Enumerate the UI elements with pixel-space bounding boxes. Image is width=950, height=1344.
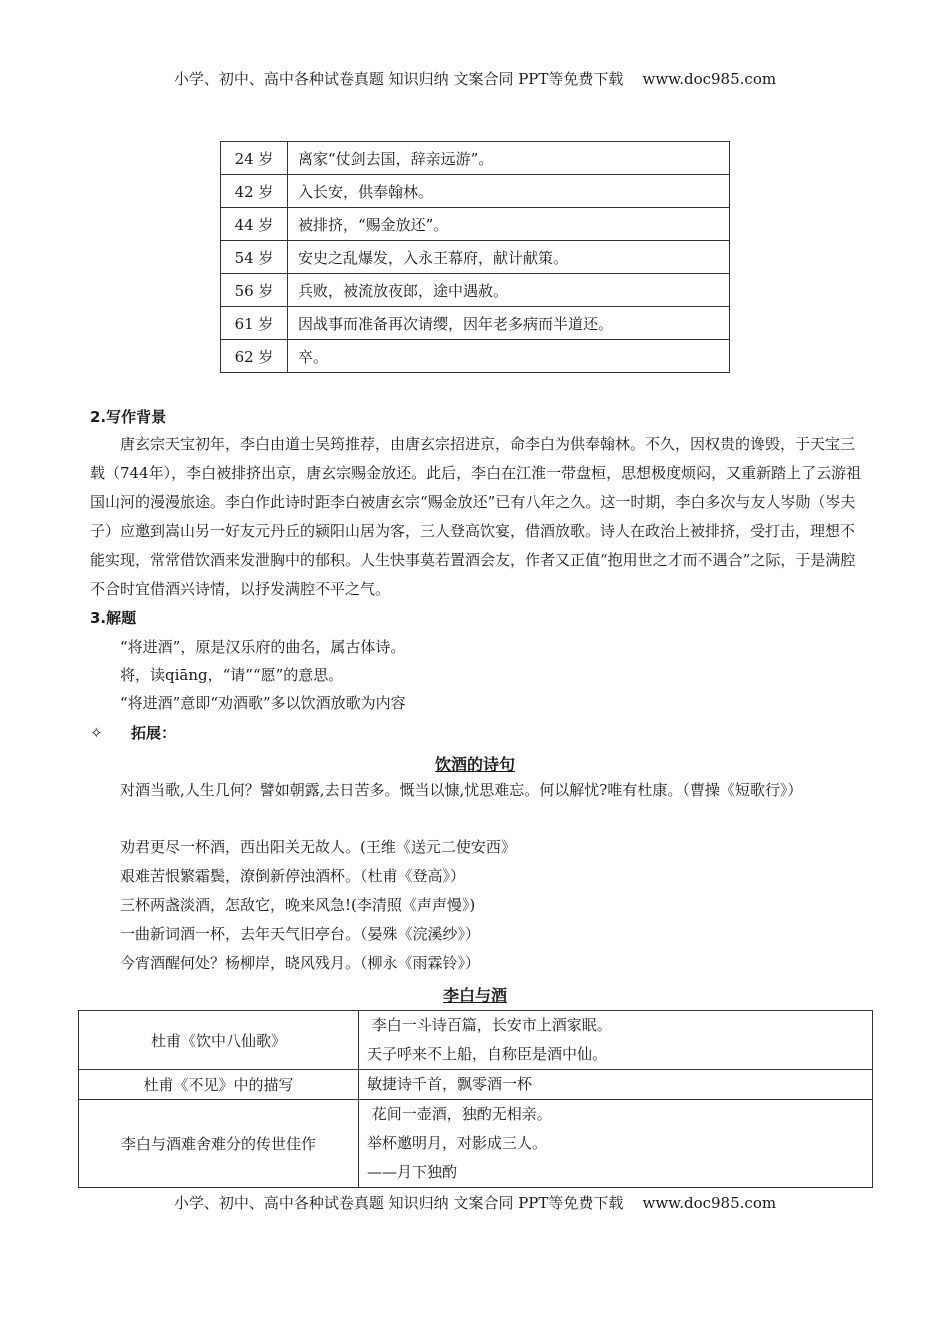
- section-heading-title-explanation: 3.解题: [90, 609, 137, 627]
- table-row: [221, 340, 730, 373]
- poems-title: 饮酒的诗句: [434, 755, 515, 774]
- age-cell: 61 岁: [221, 307, 288, 340]
- expand-heading: [90, 722, 176, 743]
- label-cell: 杜甫《不见》中的描写: [79, 1070, 359, 1100]
- content-line: 天子呼来不上船，自称臣是酒中仙。: [367, 1045, 608, 1063]
- explanation-line: “将进酒”意即“劝酒歌”多以饮酒放歌为内容: [120, 694, 406, 712]
- age-cell: 42 岁: [221, 175, 288, 208]
- poem-line: 劝君更尽一杯酒，西出阳关无故人。(王维《送元二使安西》: [120, 838, 516, 856]
- label-cell: 杜甫《饮中八仙歌》: [79, 1011, 359, 1070]
- expand-label: 拓展：: [131, 724, 177, 742]
- page-footer: 小学、初中、高中各种试卷真题 知识归纳 文案合同 PPT等免费下载 www.doc985.com: [173, 1194, 777, 1212]
- age-cell: 56 岁: [221, 274, 288, 307]
- poem-line: 三杯两盏淡酒，怎敌它，晚来风急!(李清照《声声慢》): [120, 896, 476, 914]
- table-row: [221, 175, 730, 208]
- age-cell: 62 岁: [221, 340, 288, 373]
- age-cell: 54 岁: [221, 241, 288, 274]
- age-cell: 44 岁: [221, 208, 288, 241]
- table-row: [221, 241, 730, 274]
- event-cell: 兵败，被流放夜郎，途中遇赦。: [288, 274, 730, 307]
- table-row: [221, 307, 730, 340]
- poem-line: 对酒当歌,人生几何？譬如朝露,去日苦多。慨当以慷,忧思难忘。何以解忧?唯有杜康。（曹操《短歌行》）: [120, 781, 803, 799]
- life-timeline-table: [220, 141, 730, 373]
- table-row: [79, 1100, 873, 1188]
- content-line: ——月下独酌: [367, 1163, 458, 1181]
- background-text: 唐玄宗天宝初年，李白由道士吴筠推荐，由唐玄宗招进京，命李白为供奉翰林。不久，因权贵的谗毁，于天宝三载（744年），李白被排挤出京，唐玄宗赐金放还。此后，李白在江淮一带盘桓，思想极度烦闷，又重新踏上了云游祖国山河的漫漫旅途。李白作此诗时距李白被唐玄宗“赐金放还”已有八年之久。这一时期，李白多次与友人岑勋（岑夫子）应邀到嵩山另一好友元丹丘的颍阳山居为客，三人登高饮宴，借酒放歌。诗人在政治上被排挤，受打击，理想不能实现，常常借饮酒来发泄胸中的郁积。人生快事莫若置酒会友，作者又正值“抱用世之才而不遇合”之际，于是满腔不合时宜借酒兴诗情，以抒发满腔不平之气。: [90, 435, 862, 598]
- table-row: [79, 1070, 873, 1100]
- event-cell: 被排挤，“赐金放还”。: [288, 208, 730, 241]
- event-cell: 因战事而准备再次请缨，因年老多病而半道还。: [288, 307, 730, 340]
- content-cell: [359, 1100, 873, 1188]
- li-bai-wine-title: 李白与酒: [442, 986, 507, 1005]
- poem-line: 一曲新词酒一杯，去年天气旧亭台。（晏殊《浣溪纱》）: [120, 925, 481, 943]
- poem-line: 今宵酒醒何处？杨柳岸，晓风残月。（柳永《雨霖铃》）: [120, 954, 481, 972]
- content-line: 李白一斗诗百篇，长安市上酒家眠。: [367, 1016, 612, 1034]
- content-line: 举杯邀明月，对影成三人。: [367, 1134, 548, 1152]
- explanation-line: “将进酒”，原是汉乐府的曲名，属古体诗。: [120, 638, 406, 656]
- label-cell: 李白与酒难舍难分的传世佳作: [79, 1100, 359, 1188]
- table-row: [221, 208, 730, 241]
- event-cell: 安史之乱爆发，入永王幕府，献计献策。: [288, 241, 730, 274]
- table-row: [79, 1011, 873, 1070]
- table-row: [221, 274, 730, 307]
- event-cell: 离家“仗剑去国，辞亲远游”。: [288, 142, 730, 175]
- event-cell: 入长安，供奉翰林。: [288, 175, 730, 208]
- poem-paragraph: [90, 776, 862, 805]
- age-cell: 24 岁: [221, 142, 288, 175]
- table-row: [221, 142, 730, 175]
- section-heading-background: 2.写作背景: [90, 408, 167, 426]
- page-header: 小学、初中、高中各种试卷真题 知识归纳 文案合同 PPT等免费下载 www.doc985.com: [173, 70, 777, 88]
- content-cell: [359, 1070, 873, 1100]
- li-bai-wine-table: [78, 1010, 873, 1188]
- content-cell: [359, 1011, 873, 1070]
- explanation-line: 将，读qiāng，“请”“愿”的意思。: [120, 666, 344, 684]
- content-line: 敏捷诗千首，飘零酒一杯: [367, 1075, 533, 1093]
- content-line: 花间一壶酒，独酌无相亲。: [367, 1105, 552, 1123]
- diamond-star-icon: ✧: [90, 724, 103, 742]
- poem-line: 艰难苦恨繁霜鬓，潦倒新停浊酒杯。（杜甫《登高》）: [120, 867, 466, 885]
- background-paragraph: [90, 430, 862, 604]
- event-cell: 卒。: [288, 340, 730, 373]
